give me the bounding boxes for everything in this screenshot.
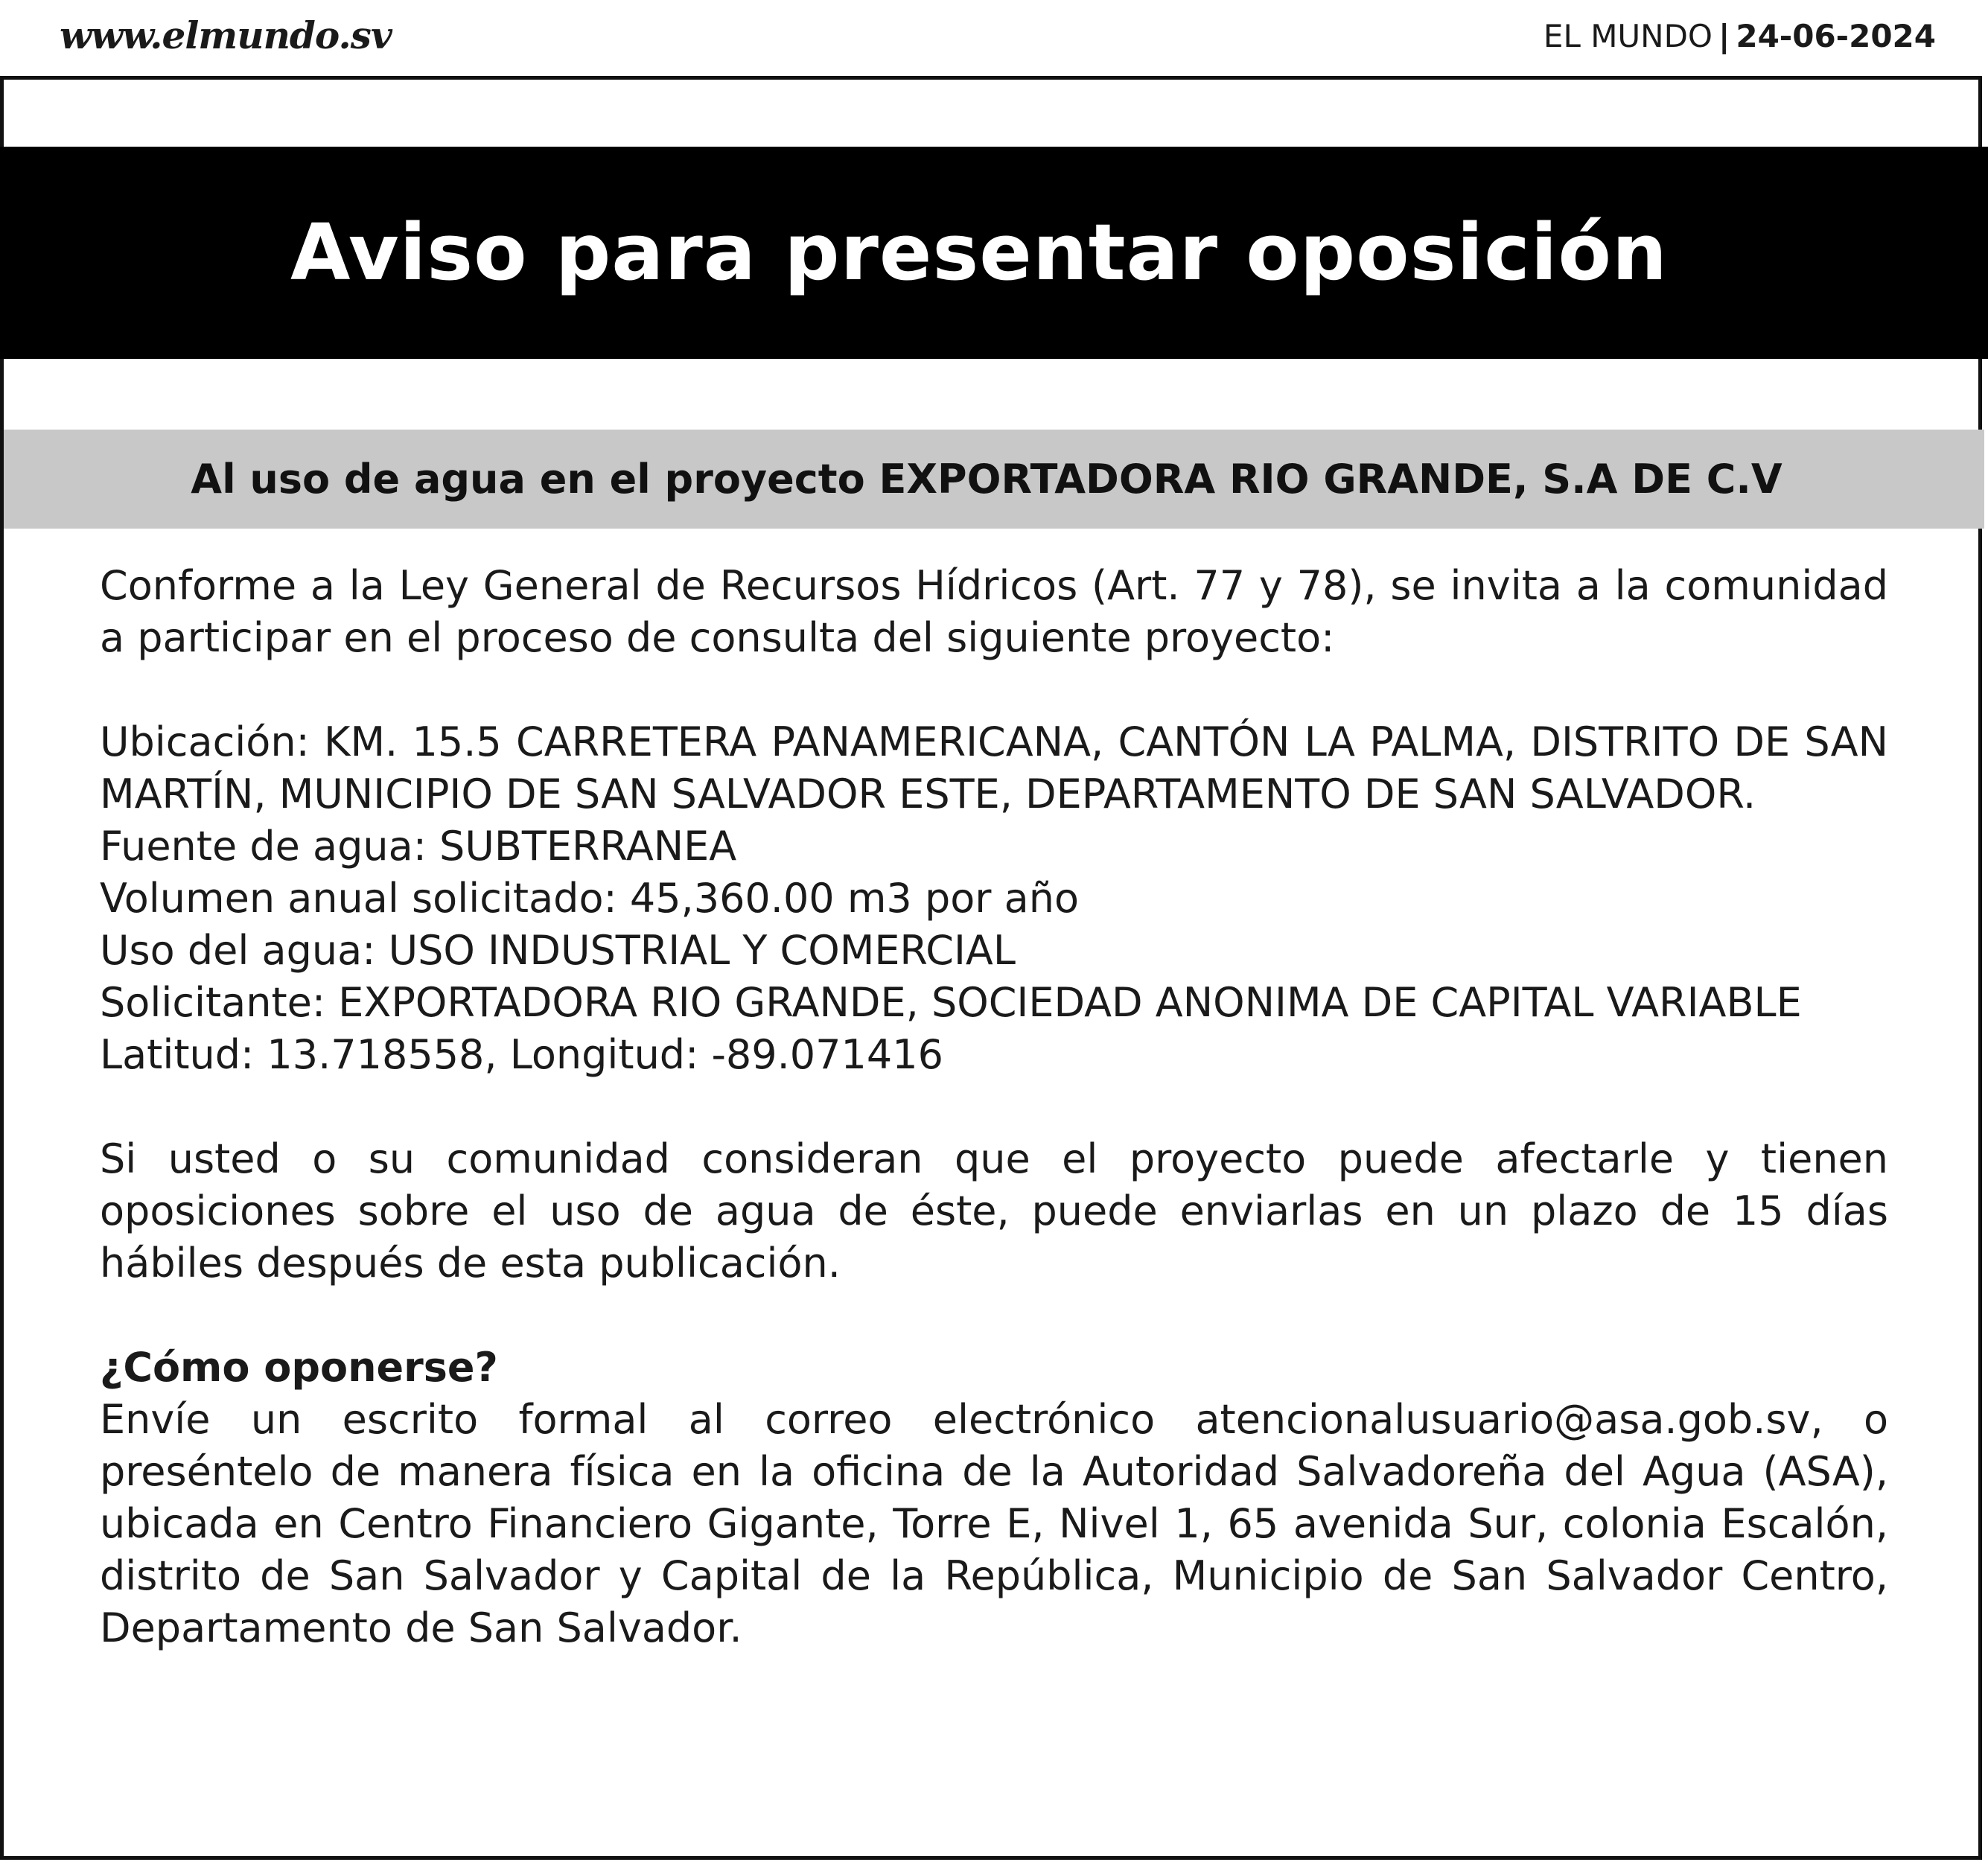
how-to-object-heading: ¿Cómo oponerse? <box>100 1344 498 1391</box>
coordinates-line: Latitud: 13.718558, Longitud: -89.071416 <box>100 1031 943 1078</box>
spacer <box>100 664 1888 716</box>
annual-volume-line: Volumen anual solicitado: 45,360.00 m3 por año <box>100 875 1079 922</box>
notice-title: Aviso para presentar oposición <box>290 207 1668 298</box>
publication-date: 24-06-2024 <box>1736 18 1936 54</box>
publication-name: EL MUNDO <box>1543 18 1713 54</box>
applicant-line: Solicitante: EXPORTADORA RIO GRANDE, SOCIEDAD ANONIMA DE CAPITAL VARIABLE <box>100 979 1802 1026</box>
water-source-line: Fuente de agua: SUBTERRANEA <box>100 823 737 870</box>
intro-paragraph: Conforme a la Ley General de Recursos Hídricos (Art. 77 y 78), se invita a la comunidad a participar en el proceso de consulta del siguiente proyecto: <box>100 562 1888 661</box>
spacer <box>100 1081 1888 1133</box>
notice-subtitle: Al uso de agua en el proyecto EXPORTADORA RIO GRANDE, S.A DE C.V <box>191 456 1782 503</box>
page-header <box>0 0 1988 74</box>
header-separator: | <box>1718 18 1730 54</box>
spacer <box>100 1289 1888 1342</box>
how-to-object-paragraph: Envíe un escrito formal al correo electrónico atencionalusuario@asa.gob.sv, o preséntelo de manera física en la oficina de la Autoridad Salvadoreña del Agua (ASA), ubicada en Centro Financiero Gigante, Torre E, Nivel 1, 65 avenida Sur, colonia Escalón, distrito de San Salvador y Capital de la República, Municipio de San Salvador Centro, Departamento de San Salvador. <box>100 1396 1888 1651</box>
objection-paragraph: Si usted o su comunidad consideran que el proyecto puede afectarle y tienen oposiciones sobre el uso de agua de éste, puede enviarlas en un plazo de 15 días hábiles después de esta publicación. <box>100 1135 1888 1287</box>
location-line: Ubicación: KM. 15.5 CARRETERA PANAMERICANA, CANTÓN LA PALMA, DISTRITO DE SAN MARTÍN, MUNICIPIO DE SAN SALVADOR ESTE, DEPARTAMENTO DE SAN SALVADOR. <box>100 718 1888 817</box>
title-band <box>0 147 1988 359</box>
site-url: www.elmundo.sv <box>60 13 392 57</box>
notice-body <box>100 560 1888 1654</box>
water-use-line: Uso del agua: USO INDUSTRIAL Y COMERCIAL <box>100 927 1016 974</box>
publication-info <box>1543 18 1936 54</box>
subtitle-band <box>4 430 1984 529</box>
